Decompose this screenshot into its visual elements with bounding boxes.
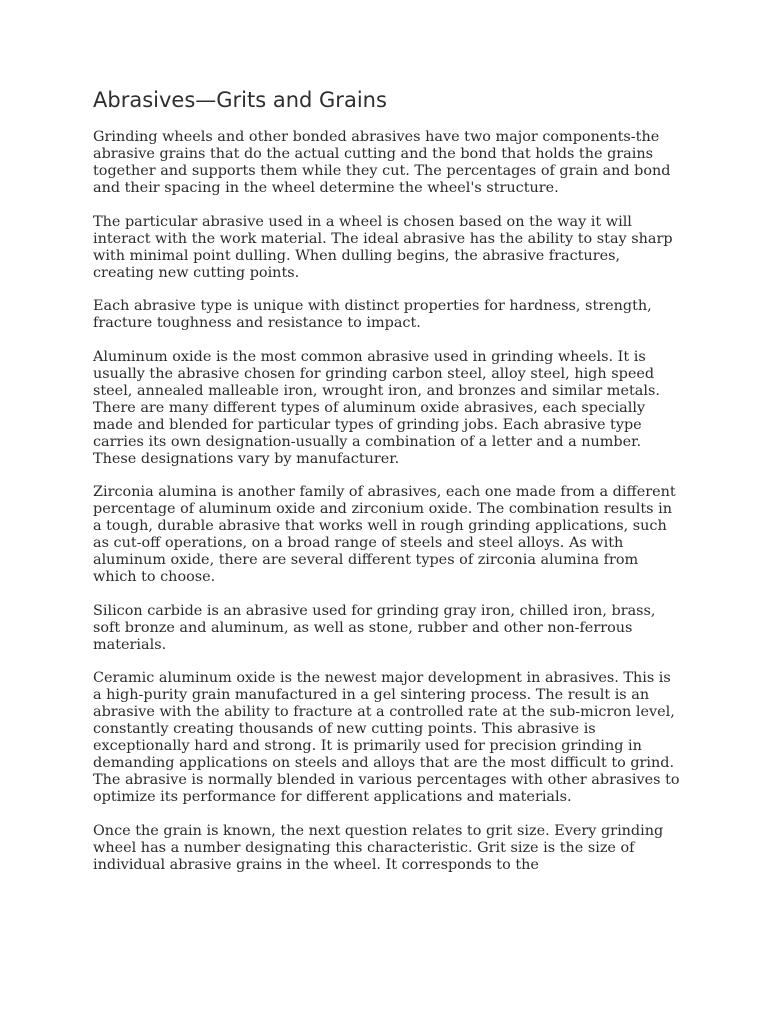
- paragraph-ceramic-aluminum-oxide: Ceramic aluminum oxide is the newest major development in abrasives. This is a high-purity grain manufactured in a gel sintering process. The result is an abrasive with the ability to fracture at a controlled rate at the sub-micron level, constantly creating thousands of new cutting points. This abrasive is exceptionally hard and strong. It is primarily used for precision grinding in demanding applications on steels and alloys that are the most difficult to grind. The abrasive is normally blended in various percentages with other abrasives to optimize its performance for different applications and materials.: [93, 670, 680, 805]
- paragraph-grit-size: Once the grain is known, the next question relates to grit size. Every grinding wheel has a number designating this characteristic. Grit size is the size of individual abrasive grains in the wheel. It corresponds to the: [93, 822, 664, 873]
- paragraph-grinding-wheels: Grinding wheels and other bonded abrasives have two major components-the abrasive grains that do the actual cutting and the bond that holds the grains together and supports them while they cut. The percentages of grain and bond and their spacing in the wheel determine the wheel's structure.: [93, 129, 671, 196]
- paragraph-silicon-carbide: Silicon carbide is an abrasive used for grinding gray iron, chilled iron, brass, soft bronze and aluminum, as well as stone, rubber and other non-ferrous materials.: [93, 602, 656, 653]
- paragraph-abrasive-type: Each abrasive type is unique with distinct properties for hardness, strength, fracture toughness and resistance to impact.: [93, 298, 652, 331]
- paragraph-zirconia-alumina: Zirconia alumina is another family of abrasives, each one made from a different percentage of aluminum oxide and zirconium oxide. The combination results in a tough, durable abrasive that works well in rough grinding applications, such as cut-off operations, on a broad range of steels and steel alloys. As with aluminum oxide, there are several different types of zirconia alumina from which to choose.: [93, 484, 676, 585]
- document-page: [93, 86, 683, 890]
- paragraph-aluminum-oxide: Aluminum oxide is the most common abrasive used in grinding wheels. It is usually the abrasive chosen for grinding carbon steel, alloy steel, high speed steel, annealed malleable iron, wrought iron, and bronzes and similar metals. There are many different types of aluminum oxide abrasives, each specially made and blended for particular types of grinding jobs. Each abrasive type carries its own designation-usually a combination of a letter and a number. These designations vary by manufacturer.: [93, 348, 660, 467]
- paragraph-particular-abrasive: The particular abrasive used in a wheel is chosen based on the way it will interact with the work material. The ideal abrasive has the ability to stay sharp with minimal point dulling. When dulling begins, the abrasive fractures, creating new cutting points.: [93, 213, 673, 281]
- document-title: Abrasives—Grits and Grains: [93, 88, 387, 112]
